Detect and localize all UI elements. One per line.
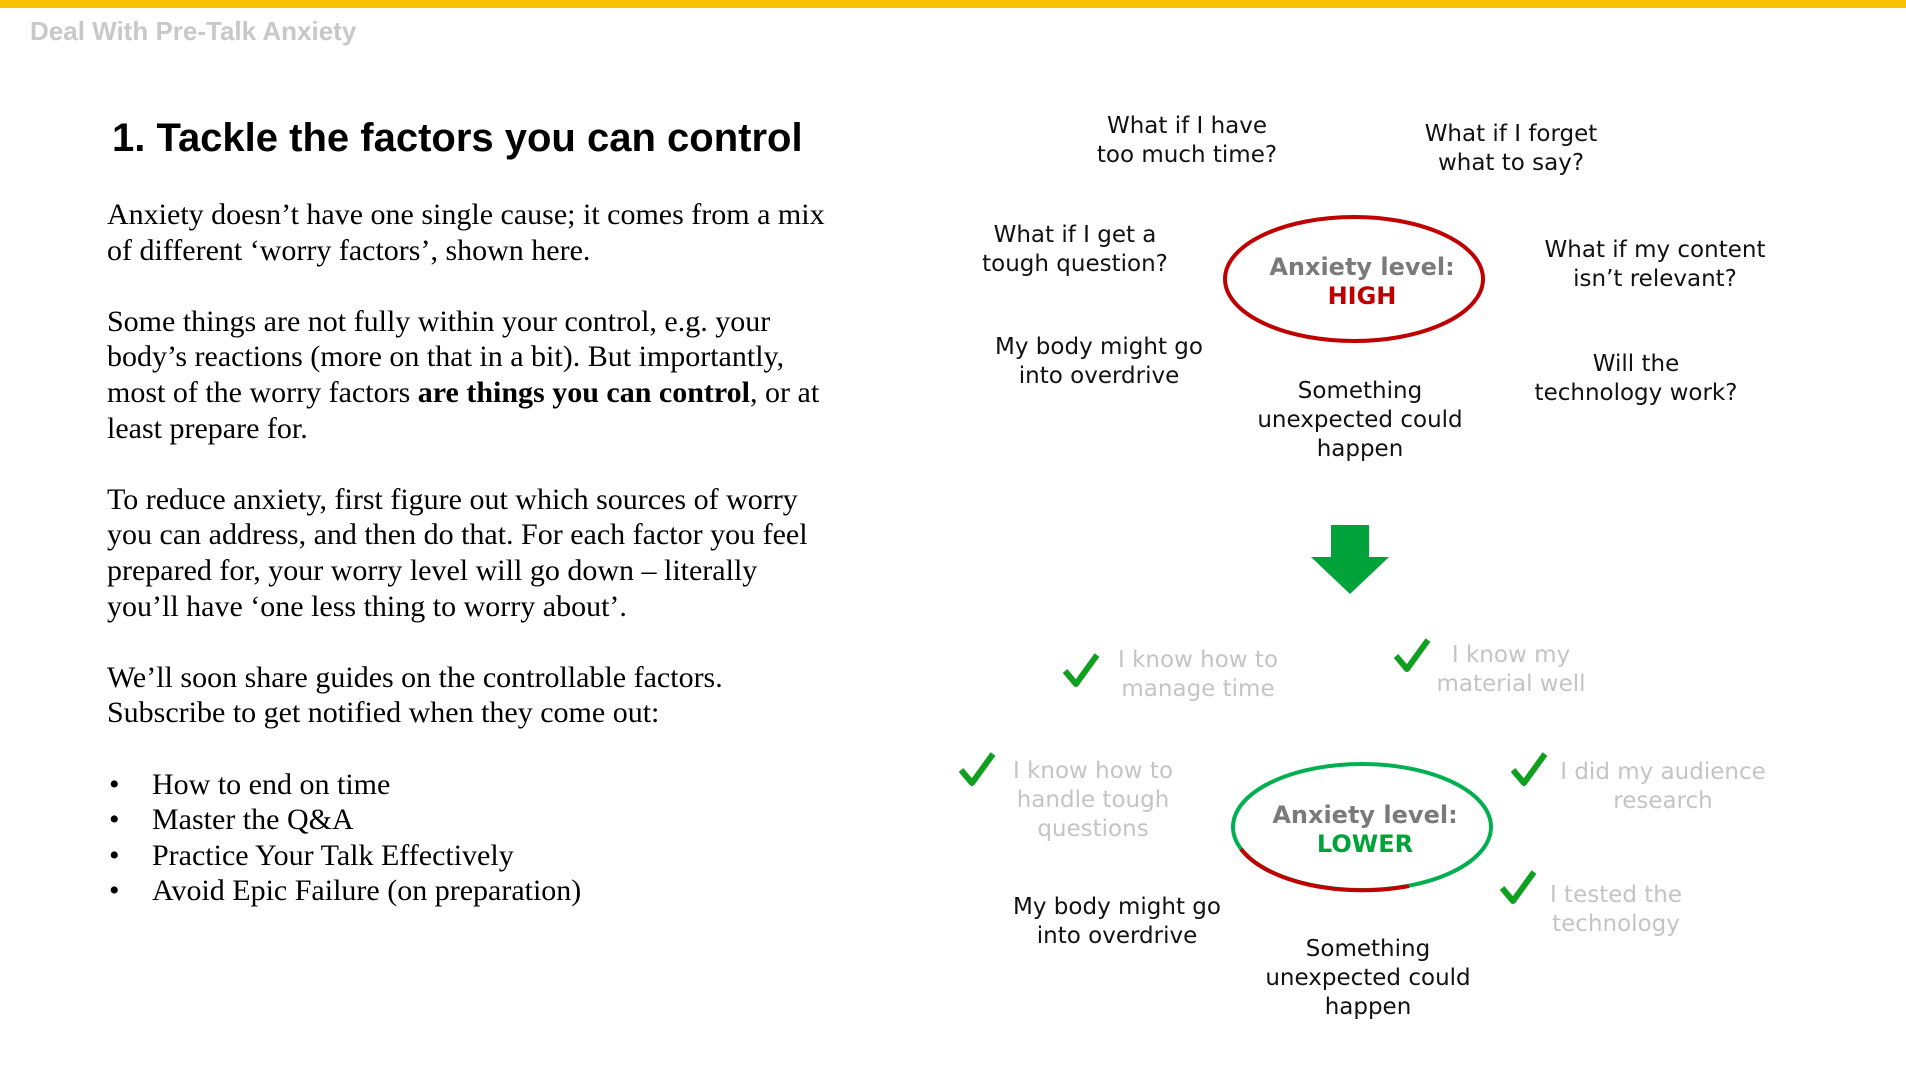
worry-tough-question: What if I get a tough question? [982, 222, 1168, 277]
paragraph-3: To reduce anxiety, first figure out which sources of worry you can address, and then do that. For each factor you feel prepared for, your worry level will go down – literally you’ll have ‘one less thing to worry about’. [107, 482, 808, 623]
handled-technology: I tested the technology [1549, 882, 1683, 937]
worry-unexpected: Something unexpected could happen [1257, 378, 1463, 462]
lower-anxiety-label: Anxiety level: LOWER [1272, 801, 1458, 858]
worry-too-much-time: What if I have too much time? [1096, 113, 1278, 168]
down-arrow-icon [1311, 525, 1389, 594]
slide-title: Deal With Pre-Talk Anxiety [30, 16, 357, 46]
remaining-unexpected: Something unexpected could happen [1265, 936, 1471, 1020]
remaining-body: My body might go into overdrive [1013, 894, 1221, 949]
handled-audience: I did my audience research [1560, 759, 1766, 814]
paragraph-2: Some things are not fully within your control, e.g. your body’s reactions (more on that in a bit). But importantly, most of the worry factors are things you can control, or at least prepare for. [107, 304, 820, 445]
worry-content: What if my content isn’t relevant? [1544, 237, 1766, 292]
check-icon [1500, 870, 1536, 904]
check-icon [1063, 653, 1099, 687]
guide-item-practice[interactable]: • Practice Your Talk Effectively [107, 838, 827, 874]
worry-forget: What if I forget what to say? [1424, 121, 1598, 176]
high-anxiety-label: Anxiety level: HIGH [1269, 253, 1455, 310]
guide-item-avoid-failure[interactable]: • Avoid Epic Failure (on preparation) [107, 873, 827, 909]
guide-item-master-qa[interactable]: • Master the Q&A [107, 802, 827, 838]
worry-body: My body might go into overdrive [995, 334, 1203, 389]
handled-time: I know how to manage time [1117, 647, 1279, 702]
guide-item-end-on-time[interactable]: • How to end on time [107, 767, 827, 803]
check-icon [1511, 752, 1547, 786]
handled-questions: I know how to handle tough questions [1012, 758, 1174, 842]
paragraph-1: Anxiety doesn’t have one single cause; it comes from a mix of different ‘worry factors’, shown here. [107, 198, 825, 267]
handled-material: I know my material well [1436, 642, 1586, 697]
check-icon [1394, 638, 1430, 672]
section-heading: 1. Tackle the factors you can control [112, 116, 803, 160]
worry-technology: Will the technology work? [1534, 351, 1738, 406]
paragraph-4: We’ll soon share guides on the controllable factors. Subscribe to get notified when they come out: [107, 660, 723, 730]
check-icon [959, 752, 995, 786]
